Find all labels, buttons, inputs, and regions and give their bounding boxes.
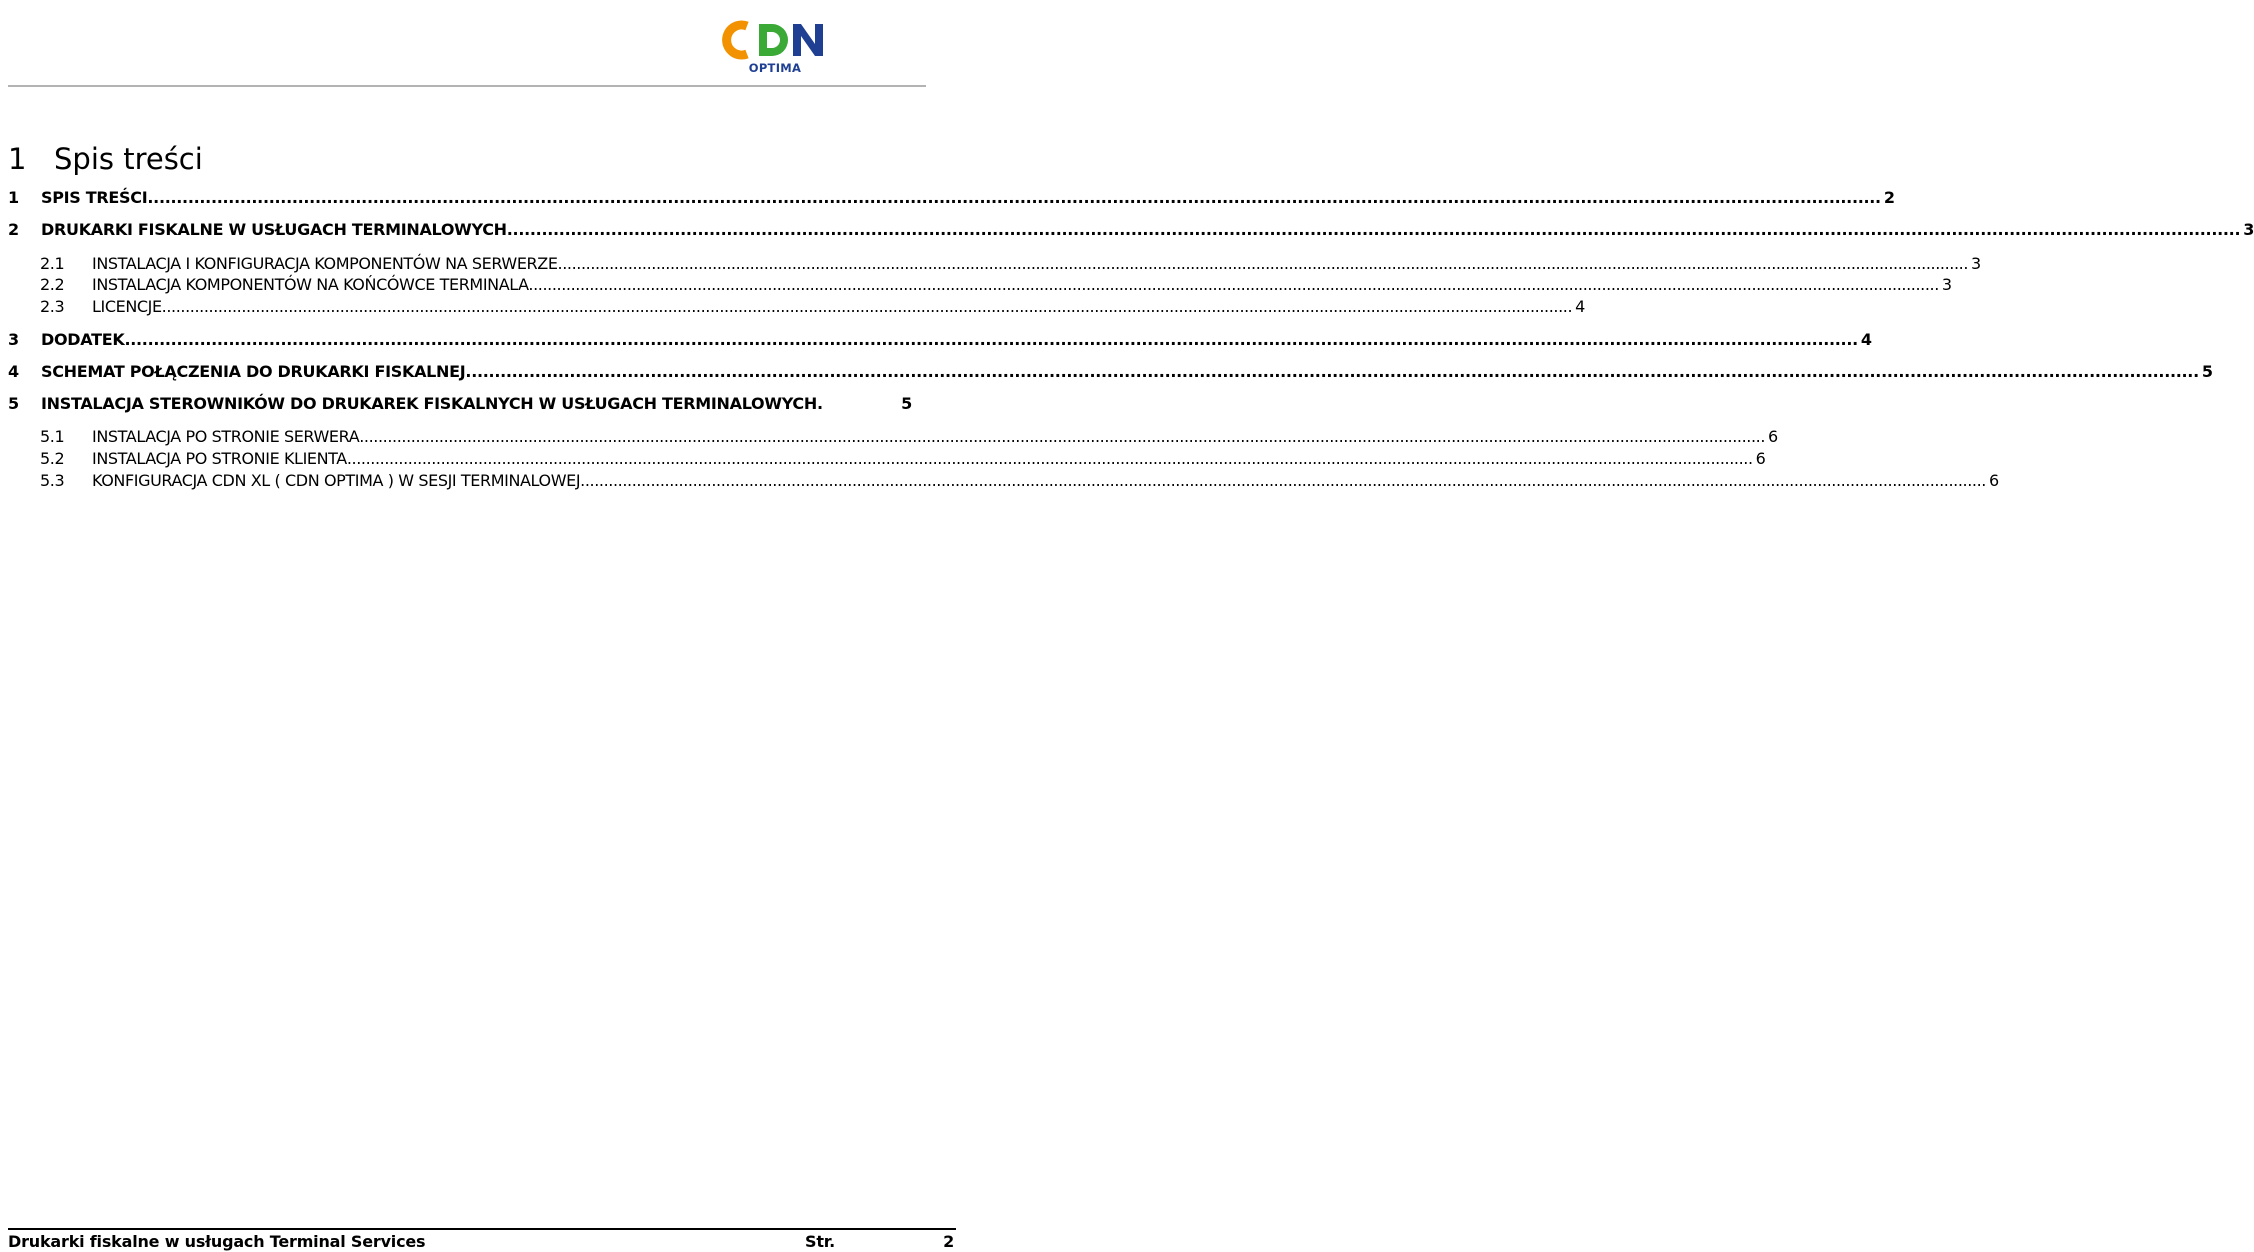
toc-entry-page: 5	[2201, 362, 2213, 381]
toc-entry-page: 6	[1988, 471, 1999, 490]
footer-document-title: Drukarki fiskalne w usługach Terminal Services	[8, 1232, 426, 1251]
toc-entry-page: 6	[1768, 427, 1778, 446]
toc-leader-dots: ............................................................................................................................................................................................................................................................................................................	[359, 427, 1766, 446]
toc-leader-dots: ............................................................................................................................................................................................................................................................................................................	[562, 254, 1969, 273]
header-divider	[8, 85, 926, 87]
footer-divider	[8, 1228, 956, 1230]
toc-entry-label: INSTALACJA I KONFIGURACJA KOMPONENTÓW NA SERWERZE.	[92, 254, 563, 273]
toc-entry[interactable]	[40, 254, 1981, 274]
toc-entry-number: 3	[8, 330, 19, 349]
toc-entry-page: 2	[1883, 188, 1895, 207]
toc-heading	[8, 140, 203, 178]
toc-heading-number: 1	[8, 142, 27, 176]
toc-entry-label: DODATEK	[41, 330, 125, 349]
toc-leader-dots: ............................................................................................................................................................................................................................................................................................................	[465, 362, 2199, 381]
toc-entry[interactable]	[8, 188, 1895, 208]
toc-entry-number: 1	[8, 188, 19, 207]
footer-page-number: 2	[943, 1232, 954, 1251]
toc-leader-dots: ............................................................................................................................................................................................................................................................................................................	[506, 220, 2241, 239]
toc-leader-dots: ............................................................................................................................................................................................................................................................................................................	[580, 471, 1986, 490]
logo-subtitle: OPTIMA	[748, 61, 802, 75]
toc-entry-number: 2.3	[40, 297, 65, 316]
toc-entry[interactable]	[8, 220, 2254, 240]
toc-entry-label: SPIS TREŚCI	[41, 188, 148, 207]
toc-entry-page: 5	[901, 394, 912, 413]
toc-entry-number: 2	[8, 220, 19, 239]
toc-entry-label: INSTALACJA KOMPONENTÓW NA KOŃCÓWCE TERMINALA.	[92, 275, 534, 294]
toc-entry-number: 5.3	[40, 471, 65, 490]
toc-entry-page: 3	[2243, 220, 2254, 239]
toc-entry-page: 4	[1575, 297, 1585, 316]
toc-entry-page: 6	[1755, 449, 1766, 468]
toc-leader-dots: ............................................................................................................................................................................................................................................................................................................	[166, 297, 1573, 316]
toc-entry-label: INSTALACJA STEROWNIKÓW DO DRUKAREK FISKALNYCH W USŁUGACH TERMINALOWYCH.	[41, 394, 823, 413]
toc-entry[interactable]	[8, 362, 2213, 382]
cdn-optima-logo	[717, 18, 833, 78]
toc-entry[interactable]	[40, 427, 1778, 447]
toc-entry-number: 2.1	[40, 254, 65, 273]
toc-heading-text: Spis treści	[54, 142, 203, 176]
toc-entry[interactable]	[40, 449, 1766, 469]
toc-leader-dots: ............................................................................................................................................................................................................................................................................................................	[346, 449, 1753, 468]
toc-entry-label: LICENCJE.	[92, 297, 167, 316]
toc-entry-number: 5.1	[40, 427, 65, 446]
toc-entry-number: 2.2	[40, 275, 65, 294]
toc-entry[interactable]	[8, 330, 1872, 350]
toc-leader-dots: ............................................................................................................................................................................................................................................................................................................	[124, 330, 1858, 349]
toc-entry-page: 3	[1971, 254, 1981, 273]
footer-page-label: Str.	[805, 1232, 836, 1251]
toc-entry-number: 5	[8, 394, 19, 413]
toc-leader-dots: ............................................................................................................................................................................................................................................................................................................	[533, 275, 1939, 294]
toc-entry-label: SCHEMAT POŁĄCZENIA DO DRUKARKI FISKALNEJ	[41, 362, 466, 381]
toc-leader-dots: ............................................................................................................................................................................................................................................................................................................	[147, 188, 1881, 207]
toc-entry-page: 3	[1941, 275, 1952, 294]
toc-entry-label: INSTALACJA PO STRONIE SERWERA	[92, 427, 360, 446]
toc-entry[interactable]	[40, 471, 1999, 491]
toc-entry-number: 5.2	[40, 449, 65, 468]
toc-entry-page: 4	[1860, 330, 1872, 349]
toc-entry-label: INSTALACJA PO STRONIE KLIENTA	[92, 449, 347, 468]
toc-entry[interactable]	[40, 297, 1585, 317]
toc-entry-label: DRUKARKI FISKALNE W USŁUGACH TERMINALOWYCH	[41, 220, 507, 239]
toc-entry-label: KONFIGURACJA CDN XL ( CDN OPTIMA ) W SESJI TERMINALOWEJ	[92, 471, 581, 490]
toc-entry[interactable]	[40, 275, 1952, 295]
toc-entry-number: 4	[8, 362, 19, 381]
toc-entry[interactable]	[8, 394, 912, 414]
cdn-logo-mark	[717, 18, 833, 62]
